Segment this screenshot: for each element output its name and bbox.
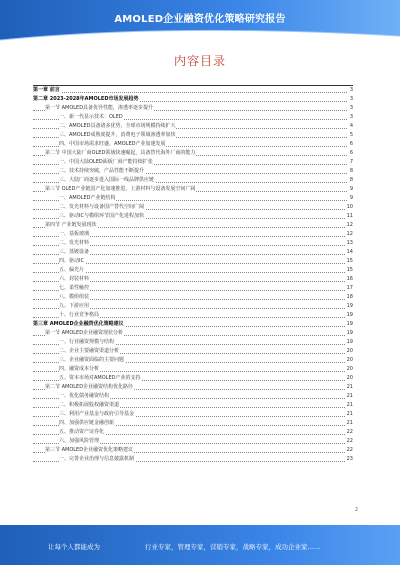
toc-entry[interactable] <box>33 221 353 230</box>
toc-entry-label: 五、偏光片 <box>59 267 85 273</box>
toc-entry-label: 一、新一代显示技术：OLED <box>59 114 123 120</box>
toc-entry-page: 6 <box>349 141 353 147</box>
toc-entry-label: 第二节 中国大陆厂商OLED领域快速崛起，具备替代海外厂商的能力 <box>45 150 196 156</box>
toc-entry-label: 十、行业竞争格局 <box>59 312 100 318</box>
toc-entry[interactable] <box>33 401 353 410</box>
toc-entry[interactable] <box>33 266 353 275</box>
toc-entry[interactable] <box>33 455 353 464</box>
toc-entry-page: 5 <box>349 132 353 138</box>
toc-entry-page: 6 <box>349 150 353 156</box>
toc-entry[interactable] <box>33 149 353 158</box>
toc-entry-label: 六、加强风险管理 <box>59 438 100 444</box>
toc-entry-label: 四、中国市场需求旺盛，AMOLED产业加速发展 <box>59 141 166 147</box>
toc-entry-page: 8 <box>349 168 353 174</box>
toc-entry-label: 一、行业融资规模与结构 <box>59 339 115 345</box>
toc-entry-label: 三、蒸镀设备 <box>59 249 90 255</box>
toc-entry-label: 四、加强供应链金融创新 <box>59 420 115 426</box>
toc-entry[interactable] <box>33 410 353 419</box>
toc-entry-label: 四、融资成本分析 <box>59 366 100 372</box>
toc-entry-page: 3 <box>349 96 353 102</box>
toc-entry[interactable] <box>33 338 353 347</box>
toc-entry-page: 21 <box>346 420 353 426</box>
toc-entry-page: 19 <box>346 339 353 345</box>
toc-entry[interactable] <box>33 293 353 302</box>
toc-entry[interactable] <box>33 365 353 374</box>
toc-entry[interactable] <box>33 419 353 428</box>
toc-entry-page: 21 <box>346 402 353 408</box>
toc-entry-label: 第一节 AMOLED具备优异性能，渗透率逐步提升 <box>45 105 154 111</box>
toc-leader-dots <box>33 92 347 93</box>
toc-entry-label: 一、中国大陆OLED面板厂商产能持续扩张 <box>59 159 153 165</box>
toc-entry-page: 19 <box>346 312 353 318</box>
toc-entry-label: 二、发光材料与设备国产替代空间广阔 <box>59 204 145 210</box>
toc-entry[interactable] <box>33 383 353 392</box>
toc-entry-label: 第四节 产业链发展现状 <box>45 222 97 228</box>
toc-entry-page: 22 <box>346 447 353 453</box>
toc-entry-page: 3 <box>349 114 353 120</box>
toc-entry-label: 三、大陆厂商逐步进入国际一线品牌供应链 <box>59 177 155 183</box>
toc-entry-label: 三、企业融资面临的主要问题 <box>59 357 125 363</box>
toc-entry[interactable] <box>33 275 353 284</box>
toc-entry-page: 15 <box>346 267 353 273</box>
toc-entry-label: 第二节 AMOLED企业融资结构优化路径 <box>45 384 134 390</box>
report-title: AMOLED企业融资优化策略研究报告 <box>114 14 286 25</box>
toc-entry-page: 21 <box>346 384 353 390</box>
toc-entry-page: 19 <box>346 321 353 327</box>
toc-entry-page: 11 <box>346 213 353 219</box>
toc-entry-page: 3 <box>349 105 353 111</box>
toc-entry-label: 二、发光材料 <box>59 240 90 246</box>
toc-entry[interactable] <box>33 86 353 95</box>
table-of-contents <box>33 86 353 464</box>
toc-entry[interactable] <box>33 311 353 320</box>
toc-entry[interactable] <box>33 347 353 356</box>
toc-entry-label: 八、模组组装 <box>59 294 90 300</box>
toc-entry-page: 19 <box>346 303 353 309</box>
page-number: 2 <box>354 507 358 513</box>
toc-entry-label: 第一章 前言 <box>33 87 60 93</box>
toc-entry-page: 20 <box>346 375 353 381</box>
toc-entry[interactable] <box>33 248 353 257</box>
toc-entry-label: 三、AMOLED成熟度提升，消费电子领域渗透率加快 <box>59 132 176 138</box>
toc-entry-label: 二、技术持续突破，产品性能不断提升 <box>59 168 145 174</box>
toc-entry[interactable] <box>33 329 353 338</box>
toc-entry-label: 第三节 OLED产业链国产化加速推进，上游材料与设备发展空间广阔 <box>45 186 196 192</box>
toc-entry-label: 四、驱动IC <box>59 258 84 264</box>
toc-entry-label: 一、优化债务融资结构 <box>59 393 110 399</box>
report-header <box>0 0 400 40</box>
header-wave <box>0 26 400 44</box>
toc-entry-page: 23 <box>346 456 353 462</box>
toc-entry[interactable] <box>33 95 353 104</box>
footer-slogan-left: 让每个人都能成为 <box>48 543 100 551</box>
toc-entry[interactable] <box>33 194 353 203</box>
toc-entry-page: 3 <box>349 87 353 93</box>
toc-entry-label: 第三章 AMOLED企业融资优化策略建议 <box>33 321 124 327</box>
toc-entry[interactable] <box>33 203 353 212</box>
toc-entry[interactable] <box>33 104 353 113</box>
toc-entry-label: 五、资本市场对AMOLED产业的支持 <box>59 375 141 381</box>
toc-entry[interactable] <box>33 392 353 401</box>
toc-entry-page: 19 <box>346 330 353 336</box>
toc-entry-label: 三、利用产业基金与政府引导基金 <box>59 411 135 417</box>
toc-entry[interactable] <box>33 257 353 266</box>
toc-entry[interactable] <box>33 374 353 383</box>
toc-entry-page: 21 <box>346 393 353 399</box>
toc-entry-page: 17 <box>346 285 353 291</box>
toc-entry-label: 五、推动资产证券化 <box>59 429 105 435</box>
toc-entry-page: 10 <box>346 204 353 210</box>
toc-entry[interactable] <box>33 176 353 185</box>
toc-entry-page: 20 <box>346 348 353 354</box>
toc-entry[interactable] <box>33 158 353 167</box>
toc-entry-page: 13 <box>346 240 353 246</box>
toc-entry-page: 22 <box>346 438 353 444</box>
toc-entry-label: 二、企业主要融资渠道分析 <box>59 348 120 354</box>
report-footer <box>0 525 400 565</box>
toc-entry-label: 一、AMOLED产业链结构 <box>59 195 116 201</box>
toc-entry-page: 21 <box>346 411 353 417</box>
toc-entry[interactable] <box>33 185 353 194</box>
toc-entry-page: 22 <box>346 429 353 435</box>
toc-entry[interactable] <box>33 131 353 140</box>
toc-entry-page: 14 <box>346 249 353 255</box>
toc-entry[interactable] <box>33 437 353 446</box>
toc-entry-label: 六、封装材料 <box>59 276 90 282</box>
toc-entry[interactable] <box>33 122 353 131</box>
toc-entry-page: 9 <box>349 186 353 192</box>
toc-entry-page: 20 <box>346 366 353 372</box>
toc-heading: 内容目录 <box>173 54 226 68</box>
toc-entry-label: 第二章 2023-2028年AMOLED市场发展趋势 <box>33 96 139 102</box>
toc-entry[interactable] <box>33 446 353 455</box>
toc-entry-page: 20 <box>346 357 353 363</box>
toc-entry-label: 三、驱动IC与模组环节国产化进程加快 <box>59 213 144 219</box>
toc-entry-label: 第一节 AMOLED企业融资现状分析 <box>45 330 124 336</box>
toc-entry-label: 一、基板玻璃 <box>59 231 90 237</box>
toc-entry-label: 二、积极拓展股权融资渠道 <box>59 402 120 408</box>
toc-entry-page: 18 <box>346 294 353 300</box>
toc-entry[interactable] <box>33 239 353 248</box>
toc-entry-label: 九、下游应用 <box>59 303 90 309</box>
toc-entry[interactable] <box>33 428 353 437</box>
toc-entry[interactable] <box>33 284 353 293</box>
toc-entry[interactable] <box>33 230 353 239</box>
toc-entry-label: 第三节 AMOLED企业融资优化策略建议 <box>45 447 134 453</box>
toc-entry-page: 7 <box>349 159 353 165</box>
toc-entry-page: 16 <box>346 276 353 282</box>
toc-entry[interactable] <box>33 356 353 365</box>
toc-entry[interactable] <box>33 140 353 149</box>
toc-entry[interactable] <box>33 302 353 311</box>
toc-entry-label: 二、AMOLED具备诸多优势，全球市场规模持续扩大 <box>59 123 176 129</box>
footer-slogan-right: 行业专家，管理专家，营销专家，战略专家，成功企业家…… <box>145 543 321 551</box>
toc-entry-page: 15 <box>346 258 353 264</box>
toc-entry-page: 12 <box>346 222 353 228</box>
toc-entry[interactable] <box>33 212 353 221</box>
toc-entry-page: 9 <box>349 195 353 201</box>
toc-entry-page: 12 <box>346 231 353 237</box>
toc-entry-label: 七、柔性触控 <box>59 285 90 291</box>
toc-entry-page: 8 <box>349 177 353 183</box>
toc-entry[interactable] <box>33 320 353 329</box>
toc-entry[interactable] <box>33 167 353 176</box>
toc-entry-page: 4 <box>349 123 353 129</box>
toc-entry-label: 一、完善企业治理与信息披露机制 <box>59 456 135 462</box>
toc-entry[interactable] <box>33 113 353 122</box>
